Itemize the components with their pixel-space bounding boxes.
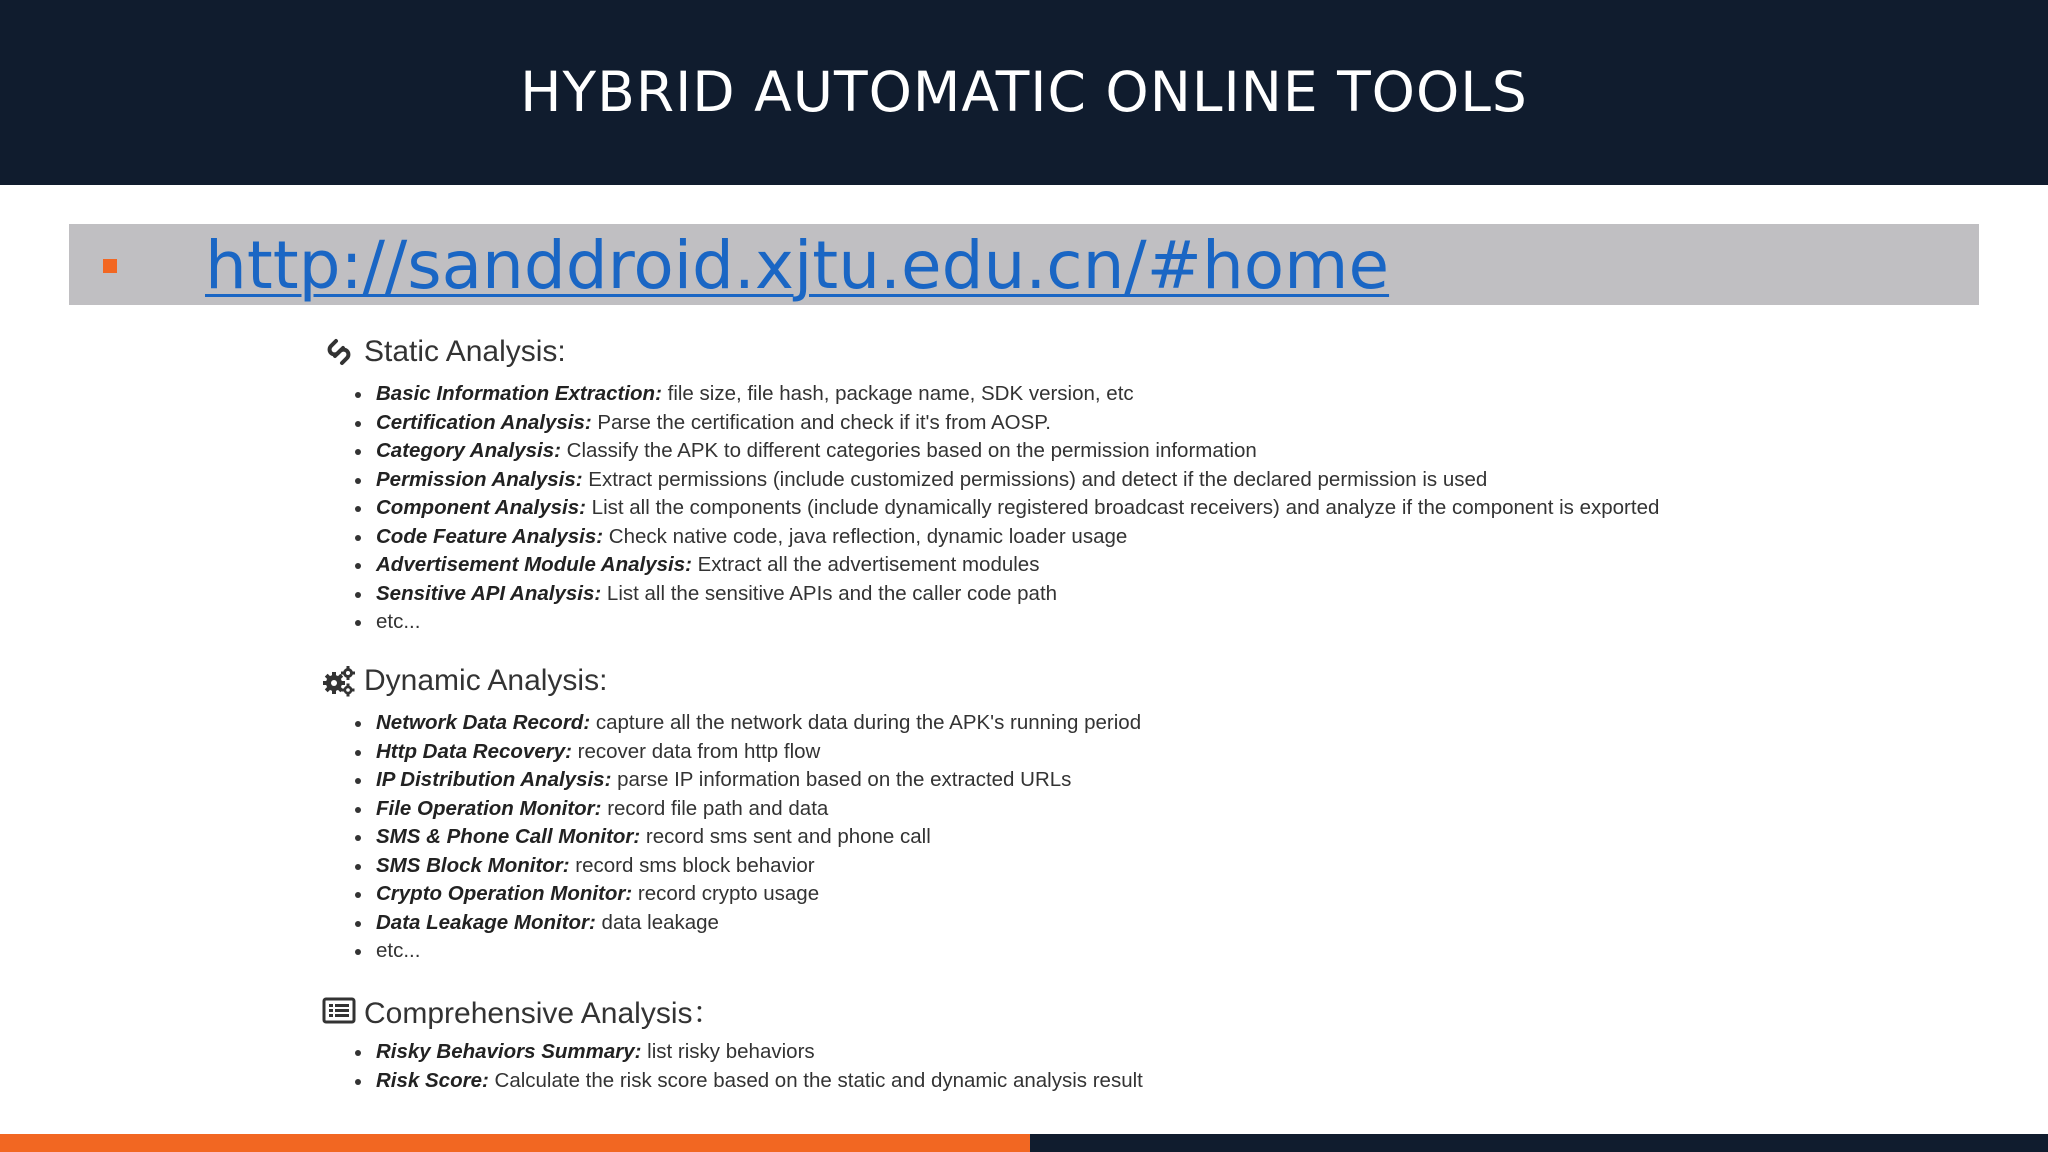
link-icon: [322, 335, 356, 369]
list-item: Advertisement Module Analysis: Extract all the advertisement modules: [322, 551, 1659, 580]
footer-bar-navy: [1030, 1134, 2048, 1152]
slide-header: [0, 0, 2048, 185]
list-item: Basic Information Extraction: file size, file hash, package name, SDK version, etc: [322, 380, 1659, 409]
list-item: Network Data Record: capture all the network data during the APK's running period: [322, 709, 1141, 738]
comprehensive-analysis-list: [322, 1038, 1143, 1095]
gears-icon: [322, 664, 356, 698]
list-item: File Operation Monitor: record file path and data: [322, 795, 1141, 824]
dynamic-analysis-heading: [322, 659, 1141, 703]
static-analysis-heading: [322, 330, 1659, 374]
list-item: SMS Block Monitor: record sms block behavior: [322, 852, 1141, 881]
dynamic-analysis-list: [322, 709, 1141, 966]
list-item: Risky Behaviors Summary: list risky behaviors: [322, 1038, 1143, 1067]
list-item: SMS & Phone Call Monitor: record sms sent and phone call: [322, 823, 1141, 852]
static-analysis-section: [322, 330, 1659, 637]
list-item: Http Data Recovery: recover data from http flow: [322, 738, 1141, 767]
list-icon: [322, 993, 356, 1027]
comprehensive-analysis-section: [322, 988, 1143, 1095]
list-item: Permission Analysis: Extract permissions (include customized permissions) and detect if the declared permission is used: [322, 466, 1659, 495]
list-item: Sensitive API Analysis: List all the sensitive APIs and the caller code path: [322, 580, 1659, 609]
slide-title: HYBRID AUTOMATIC ONLINE TOOLS: [520, 59, 1528, 124]
bullet-square-icon: [103, 259, 117, 273]
list-item: Data Leakage Monitor: data leakage: [322, 909, 1141, 938]
footer-bar-orange: [0, 1134, 1030, 1152]
static-analysis-title: Static Analysis:: [364, 335, 566, 368]
list-item: Category Analysis: Classify the APK to different categories based on the permission information: [322, 437, 1659, 466]
static-analysis-list: [322, 380, 1659, 637]
list-item: Component Analysis: List all the components (include dynamically registered broadcast receivers) and analyze if the component is exported: [322, 494, 1659, 523]
list-item: Risk Score: Calculate the risk score based on the static and dynamic analysis result: [322, 1067, 1143, 1096]
list-item: IP Distribution Analysis: parse IP information based on the extracted URLs: [322, 766, 1141, 795]
list-item: Crypto Operation Monitor: record crypto usage: [322, 880, 1141, 909]
list-item: etc...: [322, 937, 1141, 966]
sanddroid-link[interactable]: http://sanddroid.xjtu.edu.cn/#home: [205, 227, 1390, 304]
list-item: Code Feature Analysis: Check native code, java reflection, dynamic loader usage: [322, 523, 1659, 552]
dynamic-analysis-title: Dynamic Analysis:: [364, 664, 608, 697]
comprehensive-analysis-heading: [322, 988, 1143, 1032]
list-item: etc...: [322, 608, 1659, 637]
dynamic-analysis-section: [322, 659, 1141, 966]
comprehensive-analysis-title: Comprehensive Analysis：: [364, 997, 723, 1030]
list-item: Certification Analysis: Parse the certification and check if it's from AOSP.: [322, 409, 1659, 438]
